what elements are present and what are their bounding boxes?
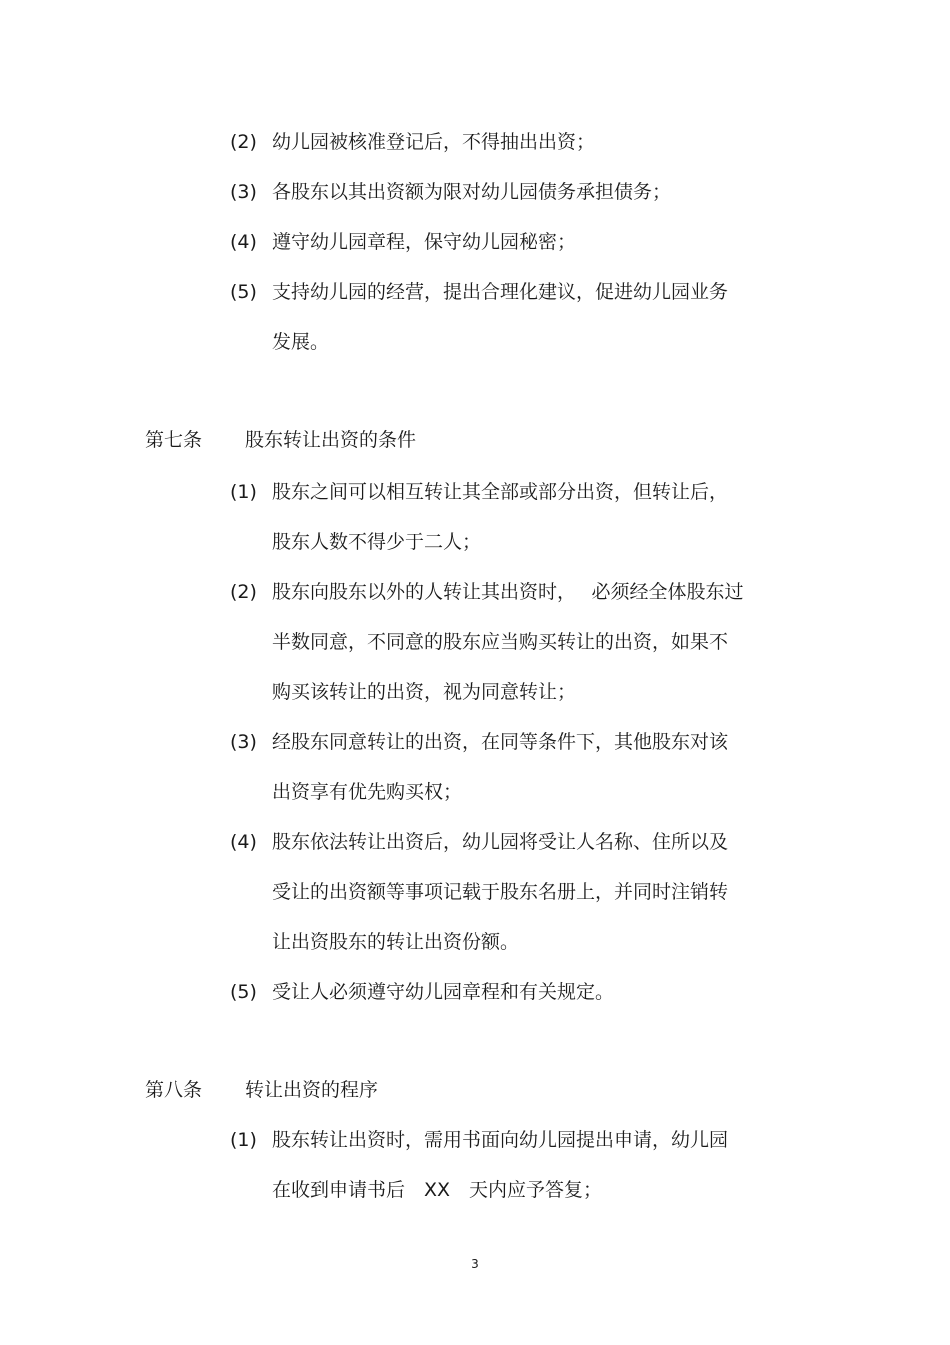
- item-number: (3): [230, 731, 257, 753]
- item-number: (1): [230, 1129, 257, 1151]
- item-number: (2): [230, 581, 257, 603]
- item-number: (5): [230, 281, 257, 303]
- article-label: 第七条: [145, 429, 203, 451]
- item-text: 受让人必须遵守幼儿园章程和有关规定。: [272, 981, 615, 1003]
- item-text: 各股东以其出资额为限对幼儿园债务承担债务；: [272, 181, 672, 203]
- article-label: 第八条: [145, 1079, 203, 1101]
- item-number: (5): [230, 981, 257, 1003]
- article-title: 股东转让出资的条件: [245, 429, 417, 451]
- page-number: 3: [471, 1257, 479, 1271]
- item-text: 股东向股东以外的人转让其出资时， 必须经全体股东过: [272, 581, 744, 603]
- item-text-continuation: 半数同意，不同意的股东应当购买转让的出资，如果不: [272, 631, 729, 653]
- item-text: 幼儿园被核准登记后，不得抽出出资；: [272, 131, 596, 153]
- item-number: (2): [230, 131, 257, 153]
- item-text-continuation: 股东人数不得少于二人；: [272, 531, 482, 553]
- article-title: 转让出资的程序: [245, 1079, 379, 1101]
- item-number: (4): [230, 231, 257, 253]
- item-text-continuation: 在收到申请书后 XX 天内应予答复；: [272, 1179, 603, 1201]
- item-text: 经股东同意转让的出资，在同等条件下，其他股东对该: [272, 731, 729, 753]
- item-text: 股东依法转让出资后，幼儿园将受让人名称、住所以及: [272, 831, 729, 853]
- item-text-continuation: 受让的出资额等事项记载于股东名册上，并同时注销转: [272, 881, 729, 903]
- item-number: (3): [230, 181, 257, 203]
- item-text-continuation: 发展。: [272, 331, 330, 353]
- item-number: (1): [230, 481, 257, 503]
- item-number: (4): [230, 831, 257, 853]
- item-text-continuation: 购买该转让的出资，视为同意转让；: [272, 681, 577, 703]
- item-text-continuation: 让出资股东的转让出资份额。: [272, 931, 520, 953]
- item-text: 支持幼儿园的经营，提出合理化建议，促进幼儿园业务: [272, 281, 729, 303]
- item-text-continuation: 出资享有优先购买权；: [272, 781, 463, 803]
- item-text: 遵守幼儿园章程，保守幼儿园秘密；: [272, 231, 577, 253]
- item-text: 股东转让出资时，需用书面向幼儿园提出申请，幼儿园: [272, 1129, 729, 1151]
- item-text: 股东之间可以相互转让其全部或部分出资，但转让后，: [272, 481, 729, 503]
